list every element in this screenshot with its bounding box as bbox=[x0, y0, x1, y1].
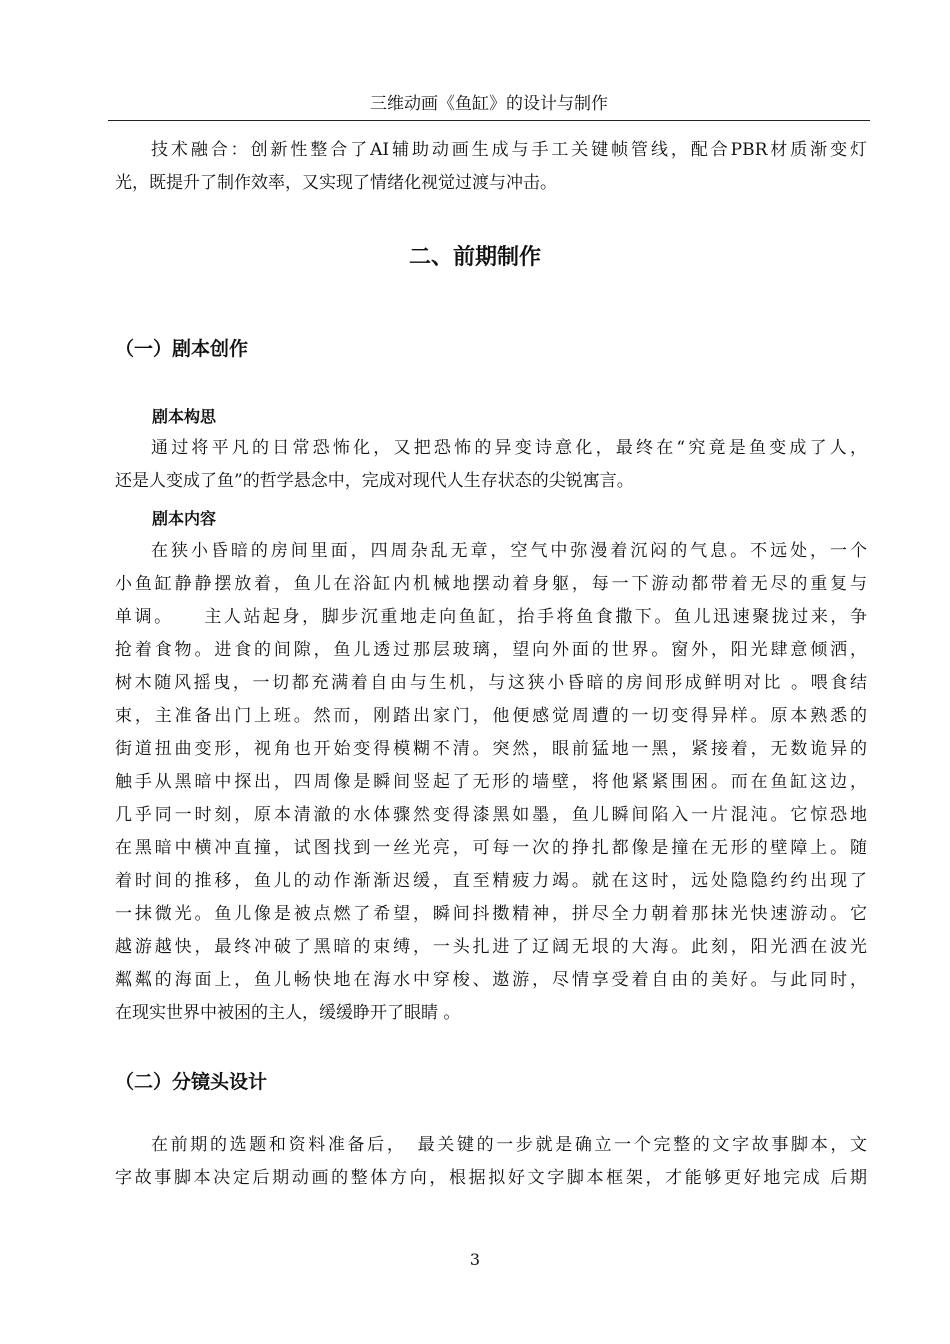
text-line: 还是人变成了鱼”的哲学悬念中，完成对现代人生存状态的尖锐寓言。 bbox=[115, 471, 634, 491]
concept-paragraph bbox=[115, 432, 867, 498]
running-header: 三维动画《鱼缸》的设计与制作 bbox=[370, 94, 608, 114]
text-line: 触手从黑暗中探出，四周像是瞬间竖起了无形的墙壁，将他紧紧围困。而在鱼缸这边， bbox=[115, 772, 867, 792]
text-line: 街道扭曲变形，视角也开始变得模糊不清。突然，眼前猛地一黑，紧接着，无数诡异的 bbox=[115, 739, 867, 759]
text-line: 光，既提升了制作效率，又实现了情绪化视觉过渡与冲击。 bbox=[115, 173, 557, 193]
subsection-heading: （一）剧本创作 bbox=[115, 338, 249, 360]
text-line: 越游越快，最终冲破了黑暗的束缚，一头扎进了辽阔无垠的大海。此刻，阳光洒在波光 bbox=[115, 937, 867, 957]
text-line: 束，主准备出门上班。然而，刚踏出家门，他便感觉周遭的一切变得异样。原本熟悉的 bbox=[115, 706, 867, 726]
storyboard-paragraph bbox=[115, 1129, 867, 1195]
content-paragraph bbox=[115, 535, 867, 1030]
section-heading: 二、前期制作 bbox=[408, 245, 541, 270]
intro-paragraph bbox=[115, 134, 867, 200]
text-line: 小鱼缸静静摆放着，鱼儿在浴缸内机械地摆动着身躯，每一下游动都带着无尽的重复与 bbox=[115, 574, 867, 594]
text-line: 在黑暗中横冲直撞，试图找到一丝光亮，可每一次的挣扎都像是撞在无形的壁障上。随 bbox=[115, 838, 867, 858]
content-heading: 剧本内容 bbox=[152, 509, 217, 528]
text-line: 在现实世界中被困的主人，缓缓睁开了眼睛 。 bbox=[115, 1003, 461, 1023]
text-line: 在狭小昏暗的房间里面，四周杂乱无章，空气中弥漫着沉闷的气息。不远处，一个 bbox=[151, 541, 867, 561]
text-line: 树木随风摇曳，一切都充满着自由与生机，与这狭小昏暗的房间形成鲜明对比 。喂食结 bbox=[115, 673, 867, 693]
concept-heading: 剧本构思 bbox=[152, 407, 217, 426]
text-line: 几乎同一时刻，原本清澈的水体骤然变得漆黑如墨，鱼儿瞬间陷入一片混沌。它惊恐地 bbox=[115, 805, 867, 825]
text-line: 在前期的选题和资料准备后， 最关键的一步就是确立一个完整的文字故事脚本，文 bbox=[151, 1135, 867, 1155]
page-number: 3 bbox=[469, 1250, 481, 1269]
text-line: 通过将平凡的日常恐怖化，又把恐怖的异变诗意化，最终在“究竟是鱼变成了人， bbox=[151, 438, 867, 458]
text-line: 技术融合：创新性整合了AI辅助动画生成与手工关键帧管线，配合PBR材质渐变灯 bbox=[151, 140, 867, 160]
subsection-heading: （二）分镜头设计 bbox=[115, 1071, 268, 1093]
text-line: 字故事脚本决定后期动画的整体方向，根据拟好文字脚本框架，才能够更好地完成 后期 bbox=[115, 1168, 867, 1188]
text-line: 着时间的推移，鱼儿的动作渐渐迟缓，直至精疲力竭。就在这时，远处隐隐约约出现了 bbox=[115, 871, 867, 891]
text-line: 单调。 主人站起身，脚步沉重地走向鱼缸，抬手将鱼食撒下。鱼儿迅速聚拢过来，争 bbox=[115, 607, 867, 627]
text-line: 抢着食物。进食的间隙，鱼儿透过那层玻璃，望向外面的世界。窗外，阳光肆意倾洒， bbox=[115, 640, 867, 660]
text-line: 一抹微光。鱼儿像是被点燃了希望，瞬间抖擞精神，拼尽全力朝着那抹光快速游动。它 bbox=[115, 904, 867, 924]
header-rule bbox=[108, 120, 870, 121]
text-line: 粼粼的海面上，鱼儿畅快地在海水中穿梭、遨游，尽情享受着自由的美好。与此同时， bbox=[115, 970, 867, 990]
